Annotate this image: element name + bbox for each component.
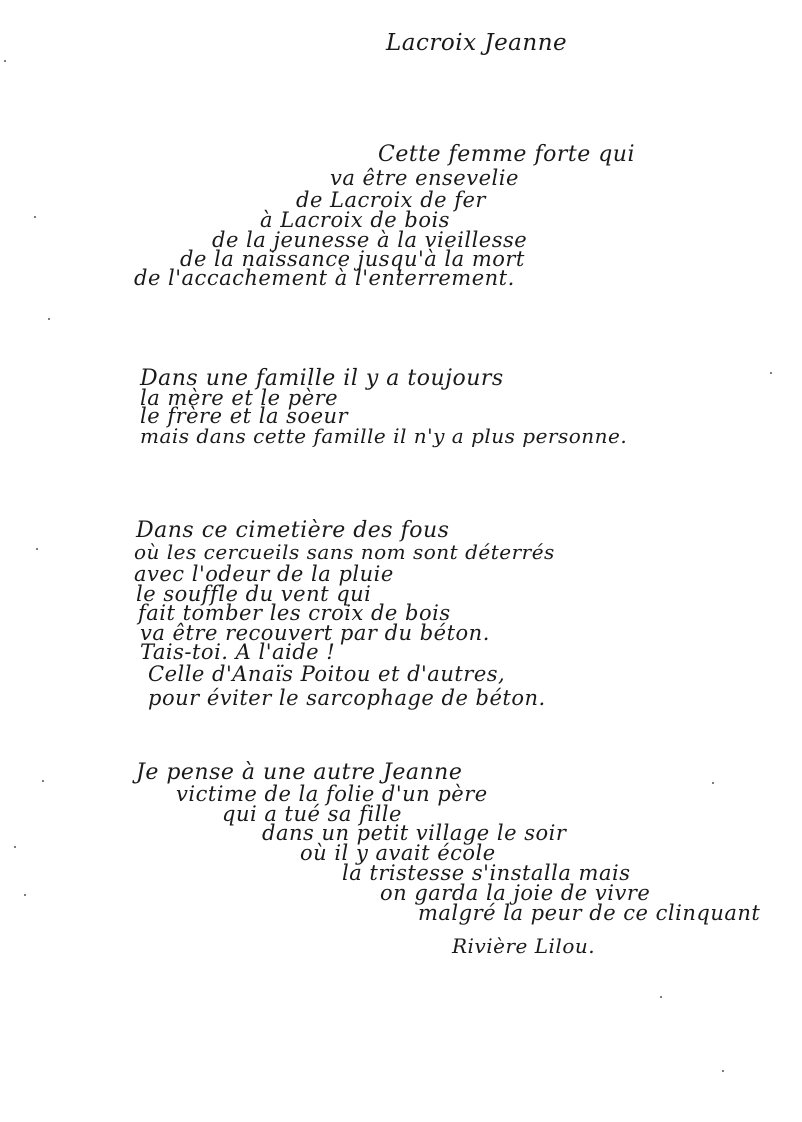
stanza-4-line-3: qui a tué sa fille [222,802,402,826]
scan-speck [24,894,26,896]
stanza-1-line-5: de la jeunesse à la vieillesse [212,228,528,252]
stanza-4-line-7: on garda la joie de vivre [380,881,651,905]
scan-speck [4,60,6,62]
scan-speck [712,782,714,784]
stanza-4-line-6: la tristesse s'installa mais [342,861,631,885]
stanza-1-line-4: à Lacroix de bois [260,208,450,232]
scan-speck [14,846,16,848]
poem-title: Lacroix Jeanne [386,30,568,56]
stanza-4-line-5: où il y avait école [300,841,496,865]
stanza-3-line-3: avec l'odeur de la pluie [134,562,394,586]
stanza-2-line-2: la mère et le père [140,386,339,410]
stanza-3-line-2: où les cercueils sans nom sont déterrés [134,540,555,564]
stanza-4-line-8: malgré la peur de ce clinquant [418,901,761,925]
stanza-1-line-1: Cette femme forte qui [378,142,635,167]
stanza-1-line-3: de Lacroix de fer [296,188,486,212]
stanza-4-line-4: dans un petit village le soir [262,821,567,845]
scan-speck [42,780,44,782]
stanza-3-line-7: Tais-toi. A l'aide ! [140,640,336,664]
stanza-4-line-2: victime de la folie d'un père [176,782,488,806]
scan-speck [48,318,50,320]
stanza-3-line-4: le souffle du vent qui [136,582,372,606]
stanza-4-line-1: Je pense à une autre Jeanne [136,760,463,785]
stanza-1-line-7: de l'accachement à l'enterrement. [134,266,515,290]
scan-speck [770,372,772,374]
stanza-1-line-2: va être ensevelie [330,166,519,190]
stanza-3-line-9: pour éviter le sarcophage de béton. [148,686,546,710]
author-signature: Rivière Lilou. [452,934,596,958]
scan-speck [36,548,38,550]
scan-speck [722,1070,724,1072]
stanza-3-line-5: fait tomber les croix de bois [138,601,451,625]
scan-speck [660,996,662,998]
scan-speck [34,216,36,218]
stanza-3-line-1: Dans ce cimetière des fous [136,518,450,543]
stanza-2-line-3: le frère et la soeur [140,404,349,428]
stanza-1-line-6: de la naissance jusqu'à la mort [180,247,525,271]
stanza-2-line-4: mais dans cette famille il n'y a plus personne. [140,424,628,448]
stanza-2-line-1: Dans une famille il y a toujours [140,366,504,391]
stanza-3-line-8: Celle d'Anaïs Poitou et d'autres, [148,662,506,686]
stanza-3-line-6: va être recouvert par du béton. [140,621,490,645]
